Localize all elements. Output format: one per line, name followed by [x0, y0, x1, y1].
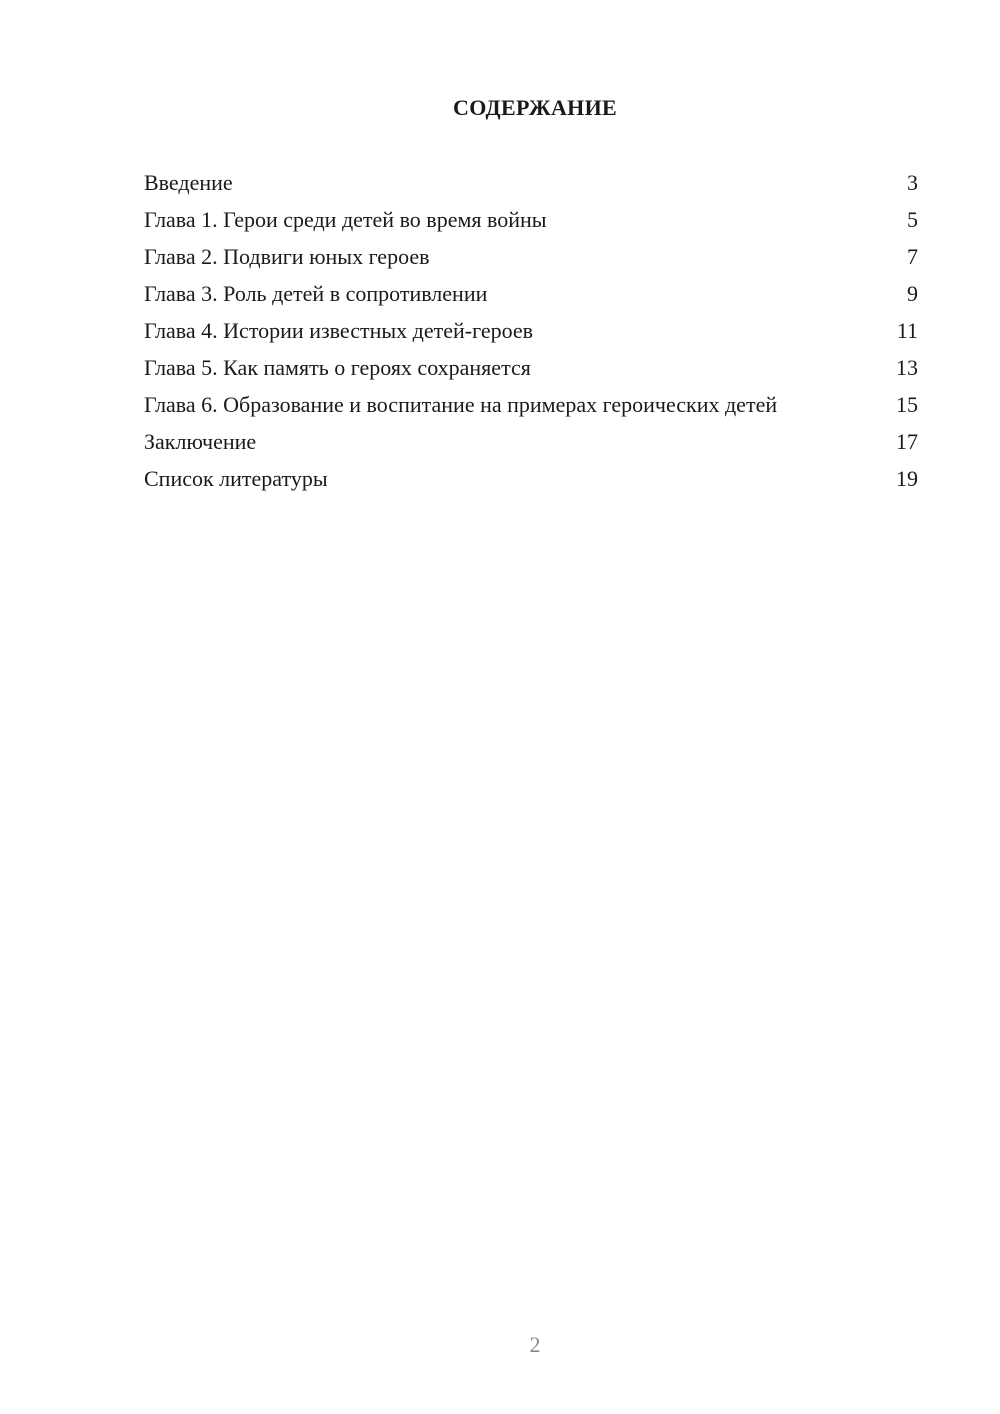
toc-entry-page: 11: [896, 318, 918, 343]
toc-entry-references: [144, 466, 918, 492]
table-of-contents: [144, 170, 918, 503]
page-title: СОДЕРЖАНИЕ: [453, 95, 617, 120]
toc-entry-label: Заключение: [144, 429, 257, 454]
toc-entry-chapter-4: [144, 318, 918, 344]
toc-entry-page: 7: [907, 244, 918, 269]
toc-entry-label: Глава 6. Образование и воспитание на примерах героических детей: [144, 392, 778, 417]
toc-entry-chapter-3: [144, 281, 918, 307]
toc-entry-page: 15: [896, 392, 918, 417]
toc-entry-chapter-2: [144, 244, 918, 270]
toc-entry-label: Глава 1. Герои среди детей во время войны: [144, 207, 547, 232]
toc-entry-chapter-6: [144, 392, 918, 418]
toc-entry-page: 3: [907, 170, 918, 195]
toc-entry-label: Глава 4. Истории известных детей-героев: [144, 318, 534, 343]
toc-entry-page: 5: [907, 207, 918, 232]
toc-entry-label: Глава 2. Подвиги юных героев: [144, 244, 430, 269]
toc-entry-conclusion: [144, 429, 918, 455]
toc-entry-chapter-1: [144, 207, 918, 233]
toc-entry-page: 9: [907, 281, 918, 306]
toc-entry-label: Введение: [144, 170, 233, 195]
toc-entry-introduction: [144, 170, 918, 196]
toc-entry-label: Список литературы: [144, 466, 328, 491]
toc-entry-label: Глава 5. Как память о героях сохраняется: [144, 355, 531, 380]
toc-entry-page: 17: [896, 429, 918, 454]
toc-entry-page: 19: [896, 466, 918, 491]
toc-entry-page: 13: [896, 355, 918, 380]
toc-entry-chapter-5: [144, 355, 918, 381]
page-number: 2: [529, 1332, 541, 1357]
toc-entry-label: Глава 3. Роль детей в сопротивлении: [144, 281, 488, 306]
